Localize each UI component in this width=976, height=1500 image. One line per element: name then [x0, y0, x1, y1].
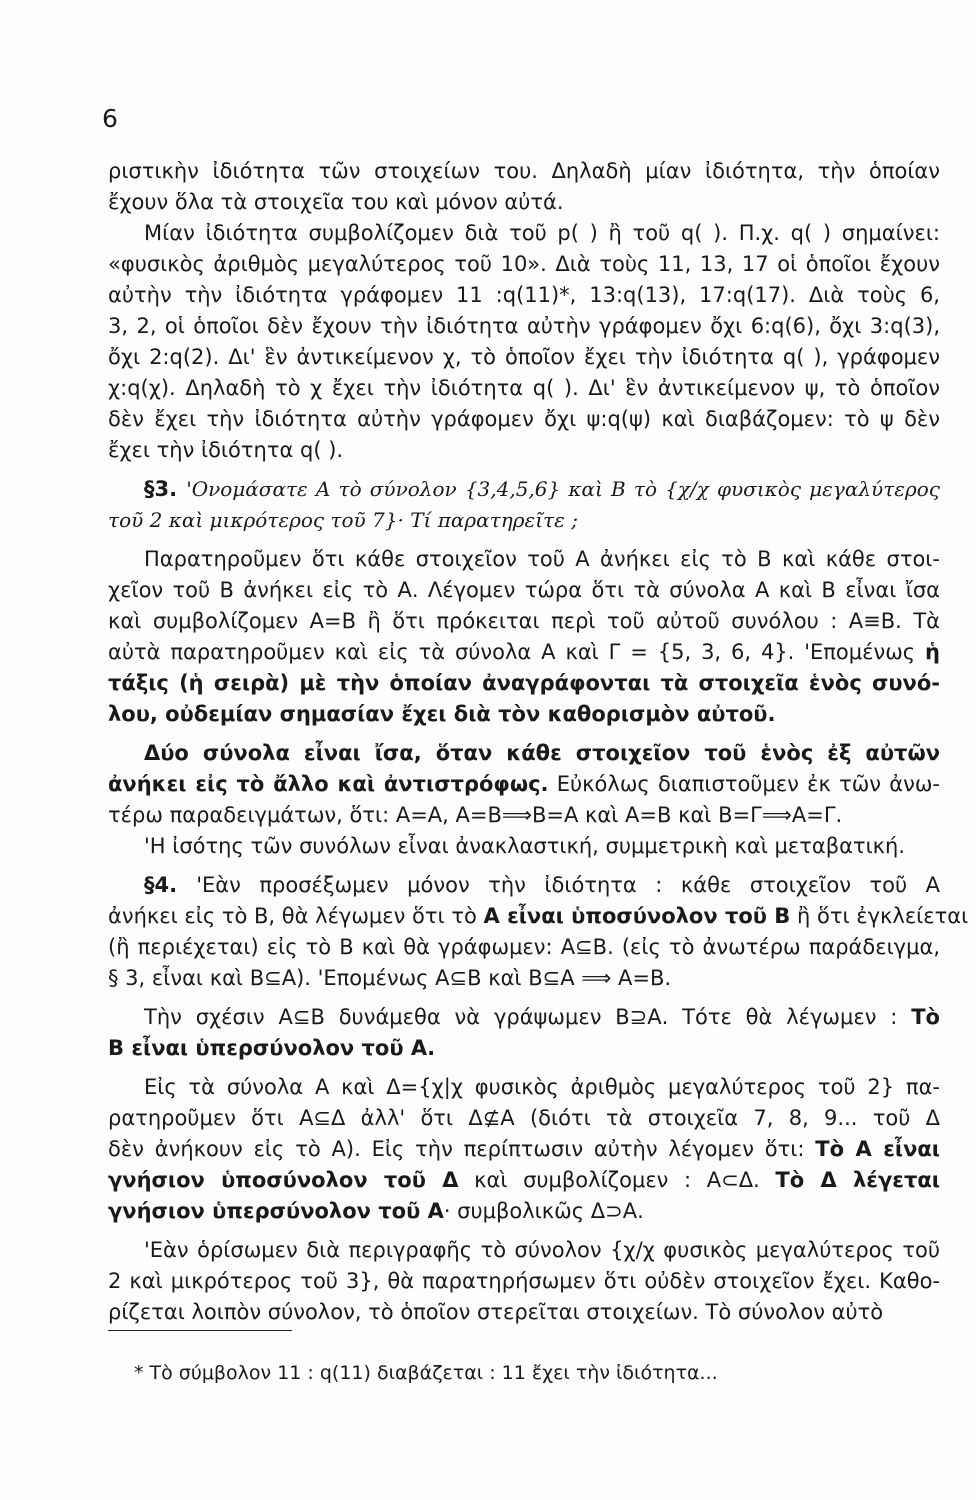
text-run: Παρατηροῦμεν ὅτι κάθε στοιχεῖον τοῦ Α ἀνήκει εἰς τὸ Β καὶ κάθε στοι- [144, 547, 940, 571]
text-line [108, 280, 940, 311]
text-run: τέρω παραδειγμάτων, ὅτι: Α=Α, Α=Β⟹Β=Α καὶ Α=Β καὶ Β=Γ⟹Α=Γ. [108, 803, 843, 827]
text-run: Τὸ [911, 1005, 940, 1029]
paragraph [108, 544, 940, 730]
text-run: ρίζεται λοιπὸν σύνολον, τὸ ὁποῖον στερεῖται στοιχείων. Τὸ σύνολον αὐτὸ [108, 1300, 884, 1324]
text-run: γνήσιον ὑποσύνολον τοῦ Δ [108, 1168, 459, 1192]
text-run: 'Εὰν ὁρίσωμεν διὰ περιγραφῆς τὸ σύνολον {χ/χ φυσικὸς μεγαλύτερος τοῦ [144, 1238, 940, 1262]
text-line [108, 738, 940, 769]
text-line [108, 1165, 940, 1196]
text-run: · συμβολικῶς Δ⊃Α. [443, 1199, 644, 1223]
text-line [108, 1134, 940, 1165]
text-run: λου, οὐδεμίαν σημασίαν ἔχει διὰ τὸν καθορισμὸν αὐτοῦ. [108, 702, 776, 726]
text-run: Β εἶναι ὑπερσύνολον τοῦ Α. [108, 1036, 436, 1060]
text-line [108, 1103, 940, 1134]
text-run: χεῖον τοῦ Β ἀνήκει εἰς τὸ Α. Λέγομεν τώρα ὅτι τὰ σύνολα Α καὶ Β εἶναι ἴσα [108, 578, 940, 602]
text-run: Τὴν σχέσιν Α⊆Β δυνάμεθα νὰ γράψωμεν Β⊇Α. Τότε θὰ λέγωμεν : [144, 1005, 912, 1029]
text-run: ἀνήκει εἰς τὸ Β, θὰ λέγωμεν ὅτι τὸ [108, 904, 484, 928]
text-run: τάξις (ἡ σειρὰ) μὲ τὴν ὁποίαν ἀναγράφονται τὰ στοιχεῖα ἑνὸς συνό- [108, 671, 940, 695]
text-line [108, 404, 940, 435]
text-line [108, 474, 940, 505]
paragraph [108, 1072, 940, 1227]
text-line [108, 435, 940, 466]
paragraph [108, 1002, 940, 1064]
text-run: καὶ συμβολίζομεν : Α⊂Δ. [458, 1168, 776, 1192]
text-line [108, 218, 940, 249]
text-run: Μίαν ἰδιότητα συμβολίζομεν διὰ τοῦ p( ) ἢ τοῦ q( ). Π.χ. q( ) σημαίνει: [144, 221, 940, 245]
text-line [108, 373, 940, 404]
text-run: δὲν ἔχει τὴν ἰδιότητα αὐτὴν γράφομεν ὄχι ψ:q(ψ) καὶ διαβάζομεν: τὸ ψ δὲν [108, 407, 940, 431]
text-run: §4. [144, 873, 197, 897]
paragraph [108, 1235, 940, 1328]
text-line [108, 606, 940, 637]
text-run: ριστικὴν ἰδιότητα τῶν στοιχείων του. Δηλαδὴ μίαν ἰδιότητα, τὴν ὁποίαν [108, 159, 940, 183]
text-line [108, 156, 940, 187]
text-run: Εἰς τὰ σύνολα Α καὶ Δ={χ|χ φυσικὸς ἀριθμὸς μεγαλύτερος τοῦ 2} πα- [144, 1075, 940, 1099]
paragraph [108, 870, 969, 994]
text-run: γνήσιον ὑπερσύνολον τοῦ Α [108, 1199, 444, 1223]
text-line [108, 1266, 940, 1297]
text-run: Εὐκόλως διαπιστοῦμεν ἐκ τῶν ἀνω- [548, 772, 940, 796]
text-run: τοῦ 2 καὶ μικρότερος τοῦ 7}· Τί παρατηρεῖτε ; [108, 508, 578, 532]
text-run: «φυσικὸς ἀριθμὸς μεγαλύτερος τοῦ 10». Διὰ τοὺς 11, 13, 17 οἱ ὁποῖοι ἔχουν [108, 252, 940, 276]
text-run: 3, 2, οἱ ὁποῖοι δὲν ἔχουν τὴν ἰδιότητα αὐτὴν γράφομεν ὄχι 6:q(6), ὄχι 3:q(3), [108, 314, 940, 338]
text-line [108, 637, 940, 668]
paragraph [108, 218, 940, 466]
text-run: καὶ συμβολίζομεν Α=Β ἢ ὅτι πρόκειται περὶ τοῦ αὐτοῦ συνόλου : Α≡Β. Τὰ [108, 609, 940, 633]
text-line [108, 1002, 940, 1033]
text-line [108, 1235, 940, 1266]
text-line [108, 311, 940, 342]
text-line [108, 668, 940, 699]
text-line [108, 1033, 940, 1064]
text-run: ἡ [925, 640, 940, 664]
text-run: ἔχουν ὅλα τὰ στοιχεῖα του καὶ μόνον αὐτά. [108, 190, 564, 214]
text-line [108, 901, 969, 932]
text-run: 'Ονομάσατε Α τὸ σύνολον {3,4,5,6} καὶ Β τὸ {χ/χ φυσικὸς μεγαλύτερος [186, 477, 940, 501]
text-run: Α εἶναι ὑποσύνολον τοῦ Β [483, 904, 791, 928]
text-line [108, 699, 940, 730]
paragraph [108, 738, 940, 831]
text-line [108, 932, 940, 963]
text-run: Δύο σύνολα εἶναι ἴσα, ὅταν κάθε στοιχεῖον τοῦ ἑνὸς ἐξ αὐτῶν [144, 741, 940, 765]
footnote: * Τὸ σύμβολον 11 : q(11) διαβάζεται : 11 ἔχει τὴν ἰδιότητα... [134, 1362, 718, 1384]
text-run: δὲν ἀνήκουν εἰς τὸ Α). Εἰς τὴν περίπτωσιν αὐτὴν λέγομεν ὅτι: [108, 1137, 816, 1161]
text-line [108, 769, 940, 800]
text-line [108, 963, 940, 994]
text-run: Τὸ Δ λέγεται [775, 1168, 940, 1192]
text-line [108, 1072, 940, 1103]
text-run: Τὸ Α εἶναι [815, 1137, 940, 1161]
text-run: χ:q(χ). Δηλαδὴ τὸ χ ἔχει τὴν ἰδιότητα q( ). Δι' ἓν ἀντικείμενον ψ, τὸ ὁποῖον [108, 376, 940, 400]
text-line [108, 342, 940, 373]
text-run: 'Η ἰσότης τῶν συνόλων εἶναι ἀνακλαστική, συμμετρικὴ καὶ μεταβατική. [144, 834, 906, 858]
text-run: ρατηροῦμεν ὅτι Α⊆Δ ἀλλ' ὅτι Δ⊈Α (διότι τὰ στοιχεῖα 7, 8, 9... τοῦ Δ [108, 1106, 940, 1130]
text-run: 2 καὶ μικρότερος τοῦ 3}, θὰ παρατηρήσωμεν ὅτι οὐδὲν στοιχεῖον ἔχει. Καθο- [108, 1269, 940, 1293]
text-line [108, 249, 940, 280]
body-text [108, 156, 969, 1328]
text-run: αὐτὴν τὴν ἰδιότητα γράφομεν 11 :q(11)*, 13:q(13), 17:q(17). Διὰ τοὺς 6, [108, 283, 940, 307]
page-number: 6 [102, 104, 118, 133]
text-run: ἀνήκει εἰς τὸ ἄλλο καὶ ἀντιστρόφως. [108, 772, 549, 796]
text-line [108, 831, 940, 862]
footnote-separator [108, 1330, 292, 1331]
paragraph [108, 156, 940, 218]
text-run: ὄχι 2:q(2). Δι' ἓν ἀντικείμενον χ, τὸ ὁποῖον ἔχει τὴν ἰδιότητα q( ), γράφομεν [108, 345, 940, 369]
text-line [108, 575, 940, 606]
text-run: 'Εὰν προσέξωμεν μόνον τὴν ἰδιότητα : κάθε στοιχεῖον τοῦ Α [196, 873, 940, 897]
text-line [108, 1196, 940, 1227]
paragraph [108, 831, 940, 862]
text-line [108, 800, 940, 831]
text-line [108, 1297, 940, 1328]
paragraph [108, 474, 940, 536]
text-line [108, 870, 940, 901]
text-line [108, 187, 940, 218]
text-run: ἢ ὅτι ἐγκλείεται [790, 904, 969, 928]
text-line [108, 505, 940, 536]
text-run: ἔχει τὴν ἰδιότητα q( ). [108, 438, 344, 462]
text-run: § 3, εἶναι καὶ Β⊆Α). 'Επομένως Α⊆Β καὶ Β⊆Α ⟹ Α=Β. [108, 966, 672, 990]
text-line [108, 544, 940, 575]
text-run: (ἢ περιέχεται) εἰς τὸ Β καὶ θὰ γράφωμεν: Α⊆Β. (εἰς τὸ ἀνωτέρω παράδειγμα, [108, 935, 940, 959]
text-run: αὐτὰ παρατηροῦμεν καὶ εἰς τὰ σύνολα Α καὶ Γ = {5, 3, 6, 4}. 'Επομένως [108, 640, 926, 664]
text-run: §3. [144, 477, 187, 501]
